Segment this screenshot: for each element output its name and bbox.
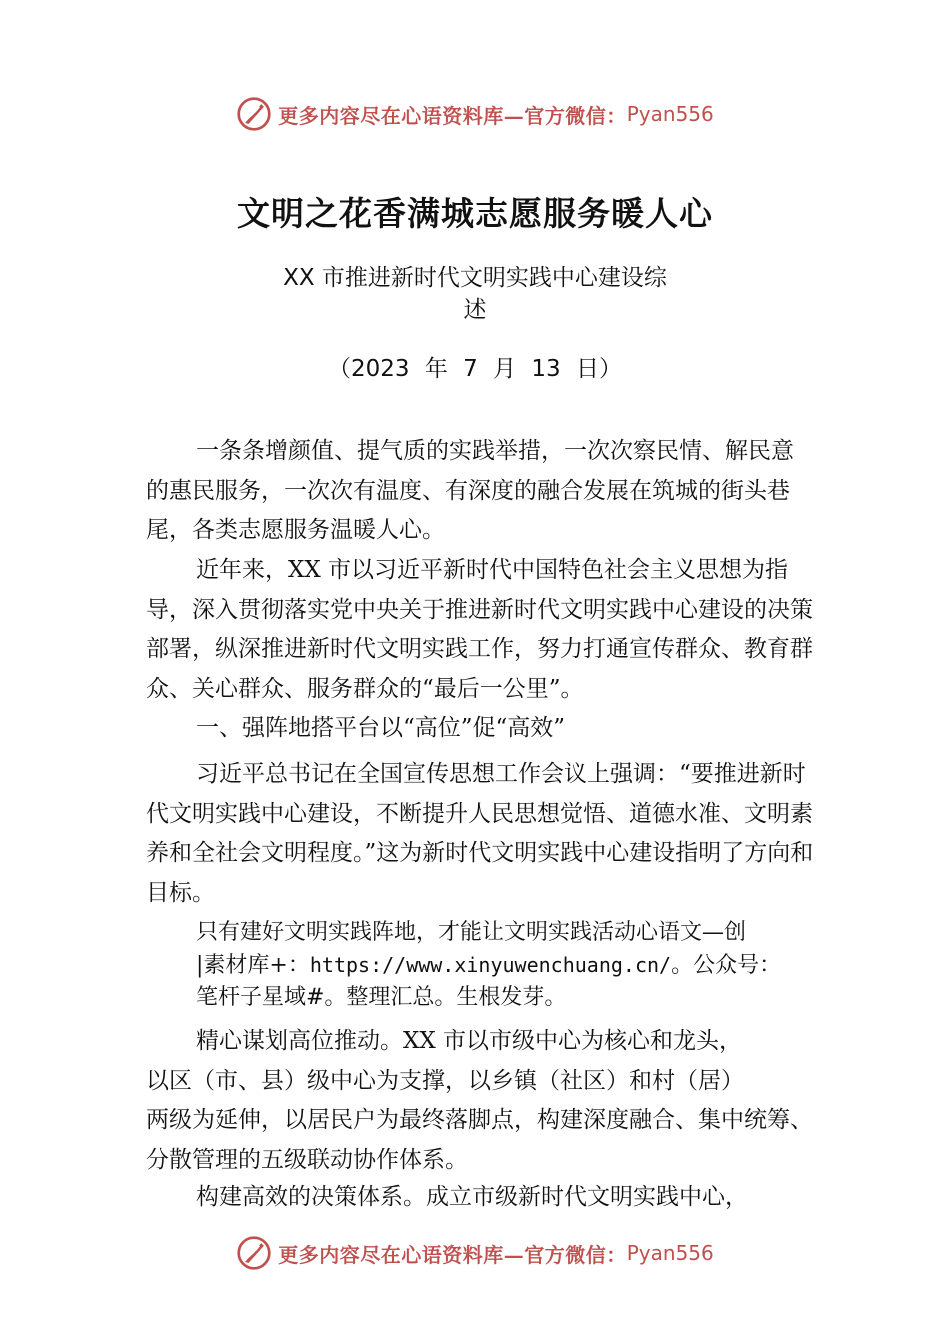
planning-line-2: 以区（市、县）级中心为支撑，以乡镇（社区）和村（居） bbox=[146, 1067, 744, 1094]
ad-line-3: 笔杆子星域#。整理汇总。生根发芽。 bbox=[196, 985, 567, 1010]
quill-logo-icon bbox=[236, 96, 272, 132]
document-title: 文明之花香满城志愿服务暖人心 bbox=[237, 194, 713, 233]
banner-text: 更多内容尽在心语资料库—官方微信： bbox=[278, 1242, 627, 1267]
document-date: （2023 年 7 月 13 日） bbox=[328, 356, 622, 382]
quill-logo-icon bbox=[236, 1235, 272, 1271]
ad-line-2-suffix: 。公众号： bbox=[671, 953, 782, 978]
paragraph-planning bbox=[146, 1022, 816, 1180]
banner-handle: Pyan556 bbox=[626, 102, 714, 126]
planning-line-1: 精心谋划高位推动。XX 市以市级中心为核心和龙头， bbox=[196, 1028, 743, 1054]
paragraph-background: 近年来，XX 市以习近平新时代中国特色社会主义思想为指导，深入贯彻落实党中央关于推进新时代文明实践中心建设的决策部署，纵深推进新时代文明实践工作，努力打通宣传群众、教育群众、关心群众、服务群众的“最后一公里”。 bbox=[146, 557, 813, 702]
watermark-ad-block bbox=[196, 917, 846, 1014]
footer-banner bbox=[0, 1231, 950, 1275]
paragraph-intro: 一条条增颜值、提气质的实践举措，一次次察民情、解民意的惠民服务，一次次有温度、有深度的融合发展在筑城的街头巷尾，各类志愿服务温暖人心。 bbox=[146, 438, 794, 543]
paragraph-quote: 习近平总书记在全国宣传思想工作会议上强调：“要推进新时代文明实践中心建设，不断提升人民思想觉悟、道德水准、文明素养和全社会文明程度。”这为新时代文明实践中心建设指明了方向和目标。 bbox=[146, 761, 814, 906]
document-subtitle bbox=[250, 262, 700, 326]
banner-handle: Pyan556 bbox=[626, 1241, 714, 1265]
ad-line-1: 只有建好文明实践阵地，才能让文明实践活动心语文—创 bbox=[196, 920, 747, 945]
ad-line-2 bbox=[196, 949, 846, 982]
banner-text: 更多内容尽在心语资料库—官方微信： bbox=[278, 103, 627, 128]
paragraph-decision-system: 构建高效的决策体系。成立市级新时代文明实践中心， bbox=[196, 1184, 748, 1210]
subtitle-line-2: 述 bbox=[463, 297, 487, 323]
section-heading-1: 一、强阵地搭平台以“高位”促“高效” bbox=[196, 715, 566, 741]
planning-rest: 两级为延伸，以居民户为最终落脚点，构建深度融合、集中统筹、分散管理的五级联动协作体系。 bbox=[146, 1107, 813, 1173]
ad-url-link[interactable]: https://www.xinyuwenchuang.cn/ bbox=[309, 953, 672, 977]
ad-line-2-prefix: |素材库+： bbox=[196, 953, 310, 978]
subtitle-line-1: XX 市推进新时代文明实践中心建设综 bbox=[283, 265, 667, 291]
header-banner bbox=[0, 92, 950, 136]
